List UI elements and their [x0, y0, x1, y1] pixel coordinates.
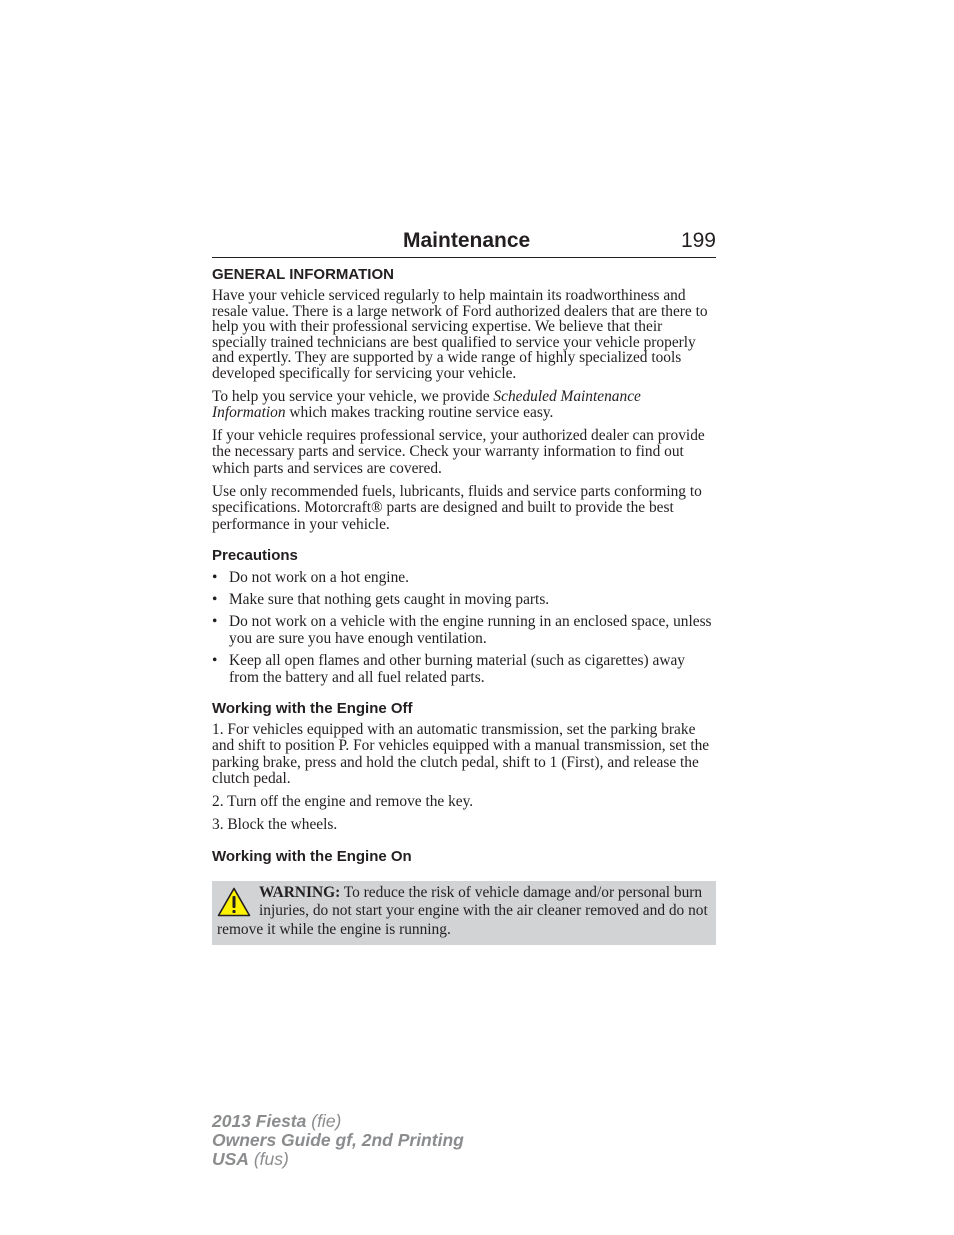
footer-model: 2013 Fiesta: [212, 1111, 307, 1131]
list-item: [212, 652, 716, 686]
list-item: [212, 613, 716, 647]
engine-off-step-2: 2. Turn off the engine and remove the key.: [212, 793, 474, 811]
page-header: [212, 229, 716, 258]
list-item: [212, 569, 716, 586]
p2-italic: Scheduled Maintenance Information: [212, 387, 641, 421]
p2-post: which makes tracking routine service easy.: [285, 403, 554, 421]
page-number: 199: [680, 229, 716, 252]
warning-label: WARNING:: [259, 883, 341, 901]
list-item-text: Make sure that nothing gets caught in moving parts.: [229, 590, 550, 608]
list-item-text: Keep all open flames and other burning material (such as cigarettes) away from the battery and all fuel related parts.: [229, 651, 685, 686]
general-paragraph-3: If your vehicle requires professional service, your authorized dealer can provide the necessary parts and service. Check your warranty information to find out which parts and services are covered.: [212, 427, 705, 477]
bullet: •: [212, 568, 218, 586]
footer-market: USA: [212, 1149, 249, 1169]
footer-line-3: [212, 1150, 464, 1169]
bullet: •: [212, 612, 218, 630]
footer-guide: Owners Guide gf, 2nd Printing: [212, 1130, 464, 1150]
page-footer: [212, 1112, 464, 1169]
list-item-text: Do not work on a hot engine.: [229, 568, 409, 586]
section-heading-general: GENERAL INFORMATION: [212, 266, 394, 283]
warning-text: [217, 884, 712, 940]
list-item-text: Do not work on a vehicle with the engine running in an enclosed space, unless you are sure you have enough ventilation.: [229, 612, 712, 647]
footer-market-code: (fus): [248, 1149, 289, 1169]
precautions-list: [212, 569, 716, 686]
subheading-engine-off: Working with the Engine Off: [212, 699, 413, 717]
footer-model-code: (fie): [306, 1111, 342, 1131]
subheading-engine-on: Working with the Engine On: [212, 847, 412, 865]
general-paragraph-4: Use only recommended fuels, lubricants, fluids and service parts conforming to specifications. Motorcraft® parts are designed and built to provide the best performance in your vehicle.: [212, 483, 702, 533]
chapter-title: Maintenance: [403, 229, 531, 252]
general-paragraph-2: [212, 389, 716, 422]
subheading-precautions: Precautions: [212, 546, 298, 564]
footer-line-1: [212, 1112, 464, 1131]
list-item: [212, 591, 716, 608]
manual-page: [212, 229, 716, 945]
engine-off-step-3: 3. Block the wheels.: [212, 816, 338, 834]
bullet: •: [212, 590, 218, 608]
p2-pre: To help you service your vehicle, we provide: [212, 387, 494, 405]
footer-line-2: [212, 1131, 464, 1150]
warning-triangle-icon: [217, 887, 251, 917]
bullet: •: [212, 651, 218, 669]
engine-off-step-1: 1. For vehicles equipped with an automatic transmission, set the parking brake and shift to position P. For vehicles equipped with a manual transmission, set the parking brake, press and hold the clutch pedal, shift to 1 (First), and release the clutch pedal.: [212, 720, 710, 787]
warning-box: [212, 881, 716, 945]
general-paragraph-1: Have your vehicle serviced regularly to help maintain its roadworthiness and resale value. There is a large network of Ford authorized dealers that are there to help you with their professional servicing expertise. We believe that their specially trained technicians are best qualified to service your vehicle properly and expertly. They are supported by a wide range of highly specialized tools developed specifically for servicing your vehicle.: [212, 287, 708, 382]
warning-body: To reduce the risk of vehicle damage and/or personal burn injuries, do not start your engine with the air cleaner removed and do not remove it while the engine is running.: [217, 883, 708, 939]
